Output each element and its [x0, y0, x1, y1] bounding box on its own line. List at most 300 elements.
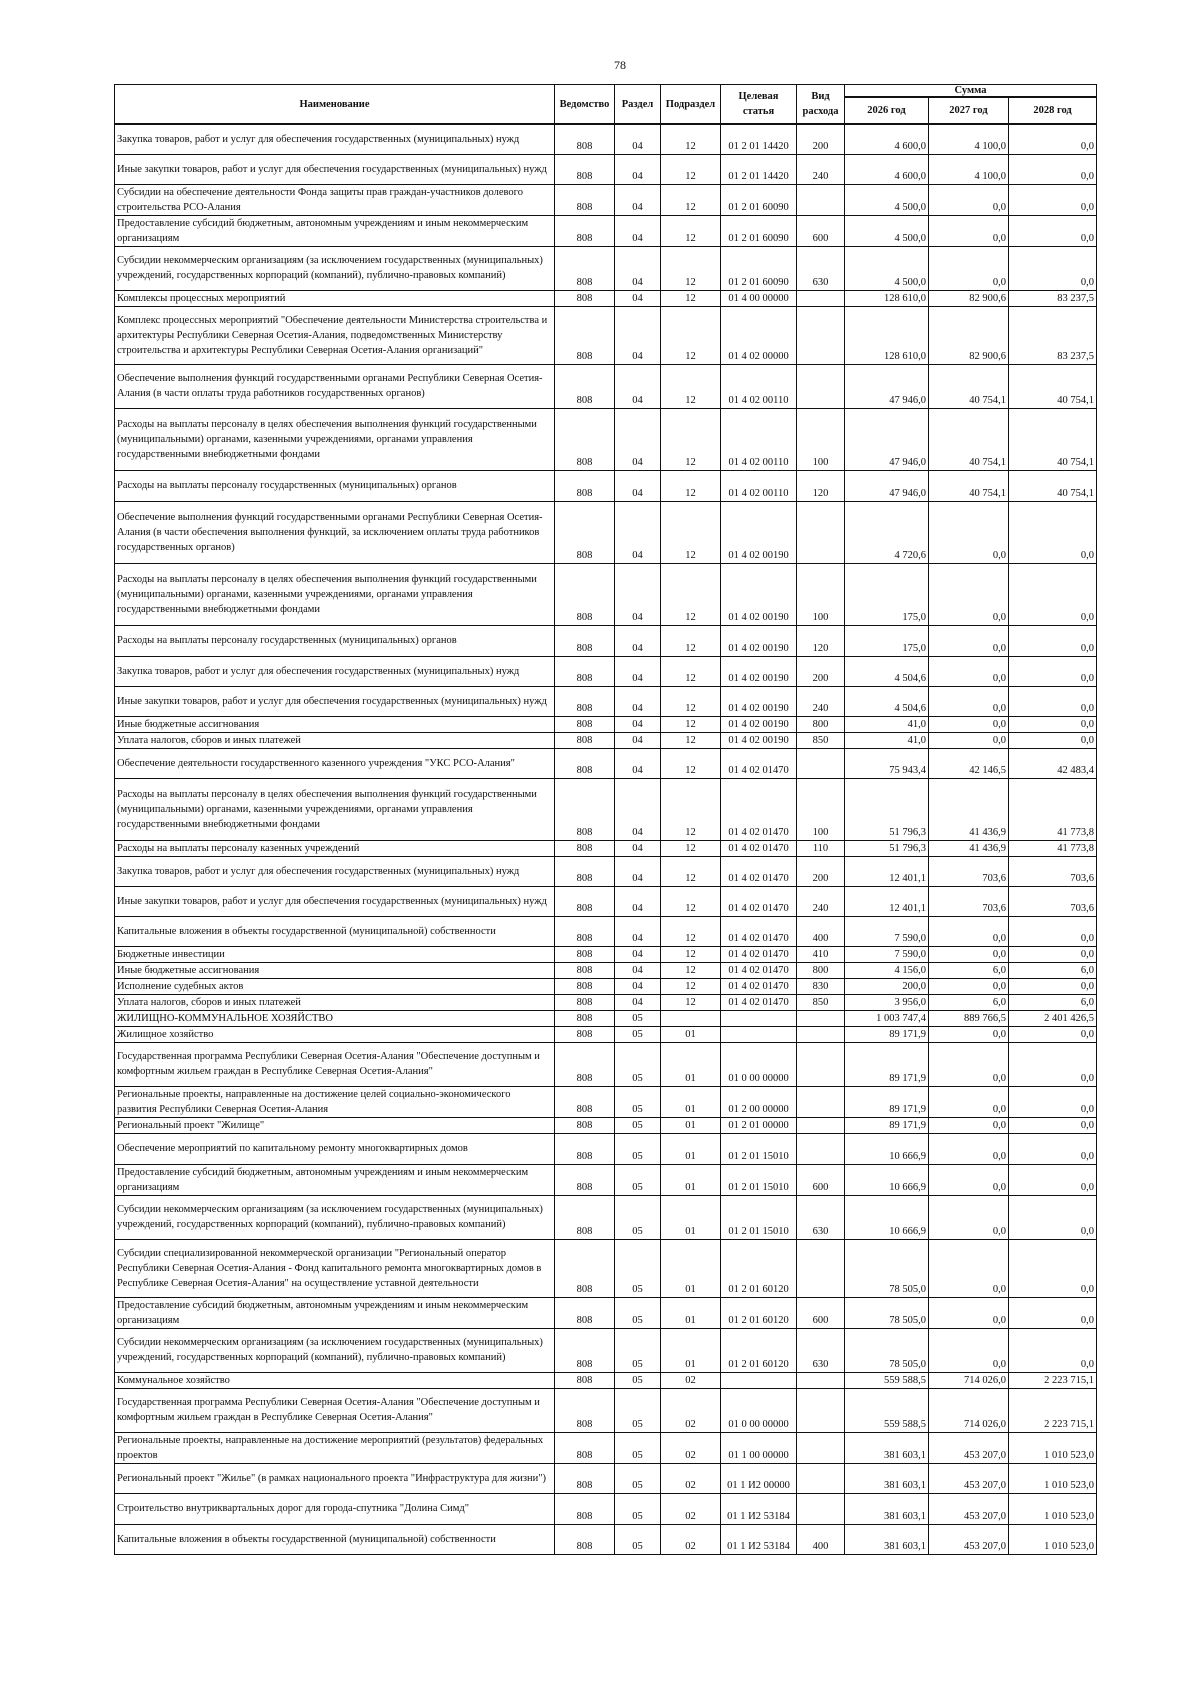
row-sum-2028: 0,0 — [1009, 154, 1097, 184]
row-dept: 808 — [555, 1328, 615, 1372]
row-section: 04 — [615, 154, 661, 184]
row-target: 01 2 01 60090 — [721, 246, 797, 290]
row-target: 01 4 02 01470 — [721, 916, 797, 946]
row-sum-2028: 2 223 715,1 — [1009, 1372, 1097, 1388]
row-name: Закупка товаров, работ и услуг для обеспечения государственных (муниципальных) нужд — [115, 656, 555, 686]
row-subsection: 02 — [661, 1463, 721, 1493]
row-dept: 808 — [555, 290, 615, 306]
row-expense-type — [797, 1042, 845, 1086]
row-target: 01 4 02 01470 — [721, 994, 797, 1010]
row-target: 01 0 00 00000 — [721, 1042, 797, 1086]
row-sum-2028: 0,0 — [1009, 1042, 1097, 1086]
row-name: Иные закупки товаров, работ и услуг для обеспечения государственных (муниципальных) нужд — [115, 686, 555, 716]
row-sum-2026: 47 946,0 — [845, 364, 929, 408]
row-target: 01 4 02 01470 — [721, 748, 797, 778]
row-target: 01 4 02 00190 — [721, 686, 797, 716]
row-sum-2026: 381 603,1 — [845, 1524, 929, 1554]
row-sum-2026: 1 003 747,4 — [845, 1010, 929, 1026]
row-sum-2027: 82 900,6 — [929, 290, 1009, 306]
row-sum-2027: 6,0 — [929, 994, 1009, 1010]
row-sum-2026: 381 603,1 — [845, 1493, 929, 1524]
row-sum-2028: 0,0 — [1009, 1297, 1097, 1328]
row-dept: 808 — [555, 215, 615, 246]
row-sum-2027: 0,0 — [929, 501, 1009, 563]
row-sum-2028: 0,0 — [1009, 184, 1097, 215]
row-name: Иные бюджетные ассигнования — [115, 716, 555, 732]
row-section: 05 — [615, 1388, 661, 1432]
row-subsection: 12 — [661, 656, 721, 686]
row-sum-2028: 0,0 — [1009, 215, 1097, 246]
row-section: 05 — [615, 1463, 661, 1493]
row-expense-type: 240 — [797, 886, 845, 916]
row-expense-type: 830 — [797, 978, 845, 994]
row-subsection: 12 — [661, 290, 721, 306]
table-row — [115, 978, 1097, 994]
row-sum-2027: 0,0 — [929, 184, 1009, 215]
row-sum-2026: 175,0 — [845, 625, 929, 656]
row-dept: 808 — [555, 1463, 615, 1493]
table-row — [115, 364, 1097, 408]
row-sum-2026: 75 943,4 — [845, 748, 929, 778]
row-target: 01 1 И2 00000 — [721, 1463, 797, 1493]
row-sum-2028: 83 237,5 — [1009, 306, 1097, 364]
row-subsection: 01 — [661, 1133, 721, 1164]
row-sum-2027: 453 207,0 — [929, 1463, 1009, 1493]
row-expense-type: 400 — [797, 916, 845, 946]
row-section: 04 — [615, 686, 661, 716]
table-row — [115, 840, 1097, 856]
row-expense-type: 850 — [797, 994, 845, 1010]
header-sum: Сумма — [845, 85, 1097, 98]
row-name: Строительство внутриквартальных дорог для города-спутника "Долина Симд" — [115, 1493, 555, 1524]
row-sum-2028: 0,0 — [1009, 916, 1097, 946]
row-sum-2027: 0,0 — [929, 1328, 1009, 1372]
row-sum-2026: 4 504,6 — [845, 686, 929, 716]
row-sum-2026: 381 603,1 — [845, 1432, 929, 1463]
row-dept: 808 — [555, 994, 615, 1010]
row-subsection: 12 — [661, 364, 721, 408]
row-sum-2027: 0,0 — [929, 1195, 1009, 1239]
row-sum-2028: 40 754,1 — [1009, 364, 1097, 408]
row-section: 05 — [615, 1297, 661, 1328]
row-sum-2028: 703,6 — [1009, 886, 1097, 916]
row-dept: 808 — [555, 916, 615, 946]
row-subsection: 02 — [661, 1432, 721, 1463]
row-dept: 808 — [555, 1133, 615, 1164]
row-name: Региональный проект "Жилье" (в рамках национального проекта "Инфраструктура для жизни") — [115, 1463, 555, 1493]
row-section: 04 — [615, 290, 661, 306]
row-sum-2027: 0,0 — [929, 978, 1009, 994]
row-target: 01 4 02 01470 — [721, 778, 797, 840]
row-section: 05 — [615, 1493, 661, 1524]
row-sum-2027: 42 146,5 — [929, 748, 1009, 778]
row-section: 05 — [615, 1133, 661, 1164]
row-sum-2026: 78 505,0 — [845, 1297, 929, 1328]
row-sum-2027: 0,0 — [929, 916, 1009, 946]
row-sum-2027: 0,0 — [929, 246, 1009, 290]
table-row — [115, 1195, 1097, 1239]
row-dept: 808 — [555, 124, 615, 154]
row-sum-2028: 0,0 — [1009, 1026, 1097, 1042]
row-dept: 808 — [555, 1042, 615, 1086]
row-sum-2028: 0,0 — [1009, 501, 1097, 563]
row-dept: 808 — [555, 364, 615, 408]
row-sum-2028: 2 401 426,5 — [1009, 1010, 1097, 1026]
table-row — [115, 1432, 1097, 1463]
row-sum-2026: 4 500,0 — [845, 215, 929, 246]
table-row — [115, 1164, 1097, 1195]
row-sum-2026: 12 401,1 — [845, 856, 929, 886]
row-sum-2028: 0,0 — [1009, 732, 1097, 748]
row-sum-2026: 4 600,0 — [845, 154, 929, 184]
row-section: 04 — [615, 470, 661, 501]
row-sum-2028: 42 483,4 — [1009, 748, 1097, 778]
row-name: Уплата налогов, сборов и иных платежей — [115, 994, 555, 1010]
row-name: Предоставление субсидий бюджетным, автономным учреждениям и иным некоммерческим организациям — [115, 215, 555, 246]
row-subsection: 12 — [661, 916, 721, 946]
row-section: 04 — [615, 778, 661, 840]
row-sum-2028: 0,0 — [1009, 1239, 1097, 1297]
row-sum-2027: 0,0 — [929, 215, 1009, 246]
row-subsection: 01 — [661, 1042, 721, 1086]
row-subsection: 01 — [661, 1086, 721, 1117]
row-expense-type: 100 — [797, 408, 845, 470]
row-sum-2027: 703,6 — [929, 886, 1009, 916]
row-sum-2028: 1 010 523,0 — [1009, 1432, 1097, 1463]
row-name: Расходы на выплаты персоналу государственных (муниципальных) органов — [115, 470, 555, 501]
row-sum-2028: 0,0 — [1009, 1328, 1097, 1372]
table-row — [115, 716, 1097, 732]
row-subsection: 12 — [661, 154, 721, 184]
row-dept: 808 — [555, 1010, 615, 1026]
row-section: 04 — [615, 625, 661, 656]
row-subsection: 01 — [661, 1117, 721, 1133]
table-row — [115, 1493, 1097, 1524]
row-expense-type — [797, 290, 845, 306]
row-sum-2026: 78 505,0 — [845, 1328, 929, 1372]
row-expense-type — [797, 1117, 845, 1133]
row-dept: 808 — [555, 1524, 615, 1554]
row-sum-2028: 0,0 — [1009, 978, 1097, 994]
row-subsection: 02 — [661, 1493, 721, 1524]
row-expense-type: 200 — [797, 124, 845, 154]
header-subsection: Подраздел — [661, 85, 721, 125]
table-row — [115, 184, 1097, 215]
table-row — [115, 1463, 1097, 1493]
row-sum-2028: 40 754,1 — [1009, 408, 1097, 470]
row-expense-type — [797, 1133, 845, 1164]
row-expense-type — [797, 184, 845, 215]
table-row — [115, 1086, 1097, 1117]
row-sum-2028: 41 773,8 — [1009, 778, 1097, 840]
row-sum-2028: 0,0 — [1009, 246, 1097, 290]
table-row — [115, 501, 1097, 563]
row-section: 05 — [615, 1086, 661, 1117]
row-section: 04 — [615, 886, 661, 916]
row-subsection: 12 — [661, 946, 721, 962]
row-target: 01 4 02 00110 — [721, 364, 797, 408]
row-section: 04 — [615, 184, 661, 215]
row-target — [721, 1026, 797, 1042]
row-expense-type — [797, 1026, 845, 1042]
row-sum-2027: 4 100,0 — [929, 154, 1009, 184]
row-section: 04 — [615, 246, 661, 290]
row-dept: 808 — [555, 748, 615, 778]
row-section: 04 — [615, 656, 661, 686]
table-row — [115, 1388, 1097, 1432]
table-row — [115, 1010, 1097, 1026]
row-target: 01 4 00 00000 — [721, 290, 797, 306]
row-section: 04 — [615, 994, 661, 1010]
row-target: 01 2 01 60090 — [721, 184, 797, 215]
row-subsection: 12 — [661, 732, 721, 748]
row-name: Региональные проекты, направленные на достижение мероприятий (результатов) федеральных проектов — [115, 1432, 555, 1463]
row-section: 05 — [615, 1010, 661, 1026]
row-sum-2028: 0,0 — [1009, 1117, 1097, 1133]
row-section: 04 — [615, 716, 661, 732]
row-section: 05 — [615, 1239, 661, 1297]
row-dept: 808 — [555, 1164, 615, 1195]
row-sum-2027: 703,6 — [929, 856, 1009, 886]
row-subsection: 12 — [661, 962, 721, 978]
row-target: 01 4 02 01470 — [721, 978, 797, 994]
row-target: 01 4 02 00190 — [721, 625, 797, 656]
row-expense-type — [797, 1432, 845, 1463]
row-sum-2028: 0,0 — [1009, 563, 1097, 625]
table-row — [115, 625, 1097, 656]
row-target — [721, 1372, 797, 1388]
row-sum-2026: 47 946,0 — [845, 470, 929, 501]
row-target: 01 4 02 01470 — [721, 886, 797, 916]
row-subsection: 12 — [661, 994, 721, 1010]
row-expense-type — [797, 1372, 845, 1388]
row-expense-type: 800 — [797, 716, 845, 732]
row-sum-2028: 0,0 — [1009, 686, 1097, 716]
row-dept: 808 — [555, 1086, 615, 1117]
table-row — [115, 778, 1097, 840]
row-section: 05 — [615, 1432, 661, 1463]
row-expense-type: 800 — [797, 962, 845, 978]
row-target: 01 4 02 01470 — [721, 840, 797, 856]
table-row — [115, 916, 1097, 946]
row-sum-2027: 0,0 — [929, 1164, 1009, 1195]
row-sum-2026: 4 720,6 — [845, 501, 929, 563]
row-sum-2027: 453 207,0 — [929, 1493, 1009, 1524]
row-target: 01 2 01 00000 — [721, 1117, 797, 1133]
row-sum-2026: 381 603,1 — [845, 1463, 929, 1493]
row-section: 04 — [615, 978, 661, 994]
row-expense-type: 410 — [797, 946, 845, 962]
row-sum-2026: 41,0 — [845, 716, 929, 732]
row-sum-2026: 89 171,9 — [845, 1086, 929, 1117]
row-dept: 808 — [555, 1372, 615, 1388]
row-expense-type: 240 — [797, 686, 845, 716]
row-sum-2027: 453 207,0 — [929, 1432, 1009, 1463]
row-sum-2026: 4 600,0 — [845, 124, 929, 154]
row-sum-2027: 40 754,1 — [929, 364, 1009, 408]
row-sum-2026: 51 796,3 — [845, 840, 929, 856]
row-name: Региональные проекты, направленные на достижение целей социально-экономического развития Республики Северная Осетия-Алания — [115, 1086, 555, 1117]
row-sum-2026: 89 171,9 — [845, 1042, 929, 1086]
row-expense-type: 600 — [797, 215, 845, 246]
row-dept: 808 — [555, 1297, 615, 1328]
row-name: Исполнение судебных актов — [115, 978, 555, 994]
row-expense-type: 600 — [797, 1164, 845, 1195]
row-subsection — [661, 1010, 721, 1026]
row-sum-2027: 41 436,9 — [929, 778, 1009, 840]
row-section: 04 — [615, 840, 661, 856]
row-subsection: 12 — [661, 246, 721, 290]
row-sum-2027: 714 026,0 — [929, 1388, 1009, 1432]
table-row — [115, 290, 1097, 306]
row-name: Государственная программа Республики Северная Осетия-Алания "Обеспечение доступным и комфортным жильем граждан в Республике Северная Осетия-Алания" — [115, 1388, 555, 1432]
row-dept: 808 — [555, 840, 615, 856]
table-row — [115, 1042, 1097, 1086]
budget-table — [114, 84, 1097, 1555]
table-row — [115, 656, 1097, 686]
row-target: 01 4 02 00110 — [721, 470, 797, 501]
row-name: Предоставление субсидий бюджетным, автономным учреждениям и иным некоммерческим организациям — [115, 1297, 555, 1328]
row-expense-type: 400 — [797, 1524, 845, 1554]
row-sum-2026: 4 500,0 — [845, 246, 929, 290]
row-subsection: 12 — [661, 124, 721, 154]
row-sum-2026: 89 171,9 — [845, 1026, 929, 1042]
row-dept: 808 — [555, 246, 615, 290]
row-sum-2026: 4 504,6 — [845, 656, 929, 686]
row-name: Закупка товаров, работ и услуг для обеспечения государственных (муниципальных) нужд — [115, 124, 555, 154]
row-target: 01 2 01 60120 — [721, 1328, 797, 1372]
row-sum-2027: 0,0 — [929, 1117, 1009, 1133]
row-section: 04 — [615, 563, 661, 625]
row-sum-2028: 0,0 — [1009, 1086, 1097, 1117]
row-sum-2026: 4 500,0 — [845, 184, 929, 215]
row-target: 01 4 02 00110 — [721, 408, 797, 470]
row-expense-type — [797, 306, 845, 364]
header-2027: 2027 год — [929, 97, 1009, 124]
row-name: Иные закупки товаров, работ и услуг для обеспечения государственных (муниципальных) нужд — [115, 154, 555, 184]
row-subsection: 02 — [661, 1388, 721, 1432]
row-name: Обеспечение выполнения функций государственными органами Республики Северная Осетия-Алания (в части оплаты труда работников государственных органов) — [115, 364, 555, 408]
row-sum-2027: 82 900,6 — [929, 306, 1009, 364]
row-sum-2026: 10 666,9 — [845, 1133, 929, 1164]
row-name: Расходы на выплаты персоналу казенных учреждений — [115, 840, 555, 856]
row-target: 01 1 И2 53184 — [721, 1493, 797, 1524]
row-dept: 808 — [555, 962, 615, 978]
row-name: Комплексы процессных мероприятий — [115, 290, 555, 306]
row-sum-2026: 41,0 — [845, 732, 929, 748]
row-sum-2026: 4 156,0 — [845, 962, 929, 978]
row-name: Субсидии некоммерческим организациям (за исключением государственных (муниципальных) учреждений, государственных корпораций (компаний), публично-правовых компаний) — [115, 1195, 555, 1239]
row-expense-type — [797, 1493, 845, 1524]
row-name: Иные закупки товаров, работ и услуг для обеспечения государственных (муниципальных) нужд — [115, 886, 555, 916]
row-subsection: 01 — [661, 1239, 721, 1297]
table-row — [115, 1239, 1097, 1297]
table-row — [115, 306, 1097, 364]
row-subsection: 12 — [661, 778, 721, 840]
row-section: 04 — [615, 124, 661, 154]
row-expense-type — [797, 1010, 845, 1026]
row-subsection: 01 — [661, 1164, 721, 1195]
row-dept: 808 — [555, 1388, 615, 1432]
header-section: Раздел — [615, 85, 661, 125]
row-target: 01 2 01 14420 — [721, 124, 797, 154]
row-sum-2028: 0,0 — [1009, 716, 1097, 732]
row-name: Капитальные вложения в объекты государственной (муниципальной) собственности — [115, 916, 555, 946]
row-name: Иные бюджетные ассигнования — [115, 962, 555, 978]
row-dept: 808 — [555, 1493, 615, 1524]
table-row — [115, 246, 1097, 290]
row-subsection: 01 — [661, 1297, 721, 1328]
row-expense-type: 200 — [797, 856, 845, 886]
row-sum-2028: 0,0 — [1009, 1133, 1097, 1164]
row-sum-2027: 0,0 — [929, 1133, 1009, 1164]
row-sum-2028: 40 754,1 — [1009, 470, 1097, 501]
row-section: 05 — [615, 1042, 661, 1086]
row-dept: 808 — [555, 732, 615, 748]
row-sum-2027: 40 754,1 — [929, 408, 1009, 470]
row-subsection: 12 — [661, 470, 721, 501]
row-section: 04 — [615, 501, 661, 563]
row-section: 05 — [615, 1026, 661, 1042]
row-expense-type: 100 — [797, 563, 845, 625]
row-dept: 808 — [555, 778, 615, 840]
row-sum-2027: 889 766,5 — [929, 1010, 1009, 1026]
row-dept: 808 — [555, 946, 615, 962]
row-dept: 808 — [555, 686, 615, 716]
row-sum-2026: 200,0 — [845, 978, 929, 994]
table-row — [115, 563, 1097, 625]
row-sum-2028: 0,0 — [1009, 625, 1097, 656]
row-section: 04 — [615, 916, 661, 946]
row-target: 01 1 И2 53184 — [721, 1524, 797, 1554]
row-sum-2027: 453 207,0 — [929, 1524, 1009, 1554]
row-target: 01 4 02 01470 — [721, 946, 797, 962]
row-dept: 808 — [555, 1026, 615, 1042]
row-target: 01 2 01 15010 — [721, 1133, 797, 1164]
row-name: Обеспечение мероприятий по капитальному ремонту многоквартирных домов — [115, 1133, 555, 1164]
row-section: 05 — [615, 1164, 661, 1195]
row-name: Закупка товаров, работ и услуг для обеспечения государственных (муниципальных) нужд — [115, 856, 555, 886]
row-sum-2027: 0,0 — [929, 946, 1009, 962]
row-sum-2028: 2 223 715,1 — [1009, 1388, 1097, 1432]
row-subsection: 12 — [661, 716, 721, 732]
row-target: 01 2 01 60090 — [721, 215, 797, 246]
row-dept: 808 — [555, 886, 615, 916]
row-sum-2027: 0,0 — [929, 732, 1009, 748]
row-sum-2027: 0,0 — [929, 1042, 1009, 1086]
row-sum-2028: 0,0 — [1009, 124, 1097, 154]
row-subsection: 12 — [661, 978, 721, 994]
row-expense-type — [797, 748, 845, 778]
header-target: Целевая статья — [721, 85, 797, 125]
table-row — [115, 470, 1097, 501]
row-name: Субсидии специализированной некоммерческой организации "Региональный оператор Республики Северная Осетия-Алания - Фонд капитального ремонта многоквартирных домов в Республике Северная Осетия-Алания" на осуществление уставной деятельности — [115, 1239, 555, 1297]
header-expense-type: Вид расхода — [797, 85, 845, 125]
row-expense-type: 600 — [797, 1297, 845, 1328]
row-expense-type — [797, 1239, 845, 1297]
row-section: 05 — [615, 1524, 661, 1554]
row-subsection: 12 — [661, 840, 721, 856]
row-section: 04 — [615, 748, 661, 778]
row-name: Уплата налогов, сборов и иных платежей — [115, 732, 555, 748]
row-section: 04 — [615, 962, 661, 978]
row-target: 01 4 02 00190 — [721, 656, 797, 686]
row-section: 05 — [615, 1328, 661, 1372]
row-target: 01 2 01 15010 — [721, 1164, 797, 1195]
row-name: Расходы на выплаты персоналу государственных (муниципальных) органов — [115, 625, 555, 656]
row-expense-type: 630 — [797, 1328, 845, 1372]
row-target: 01 4 02 01470 — [721, 856, 797, 886]
